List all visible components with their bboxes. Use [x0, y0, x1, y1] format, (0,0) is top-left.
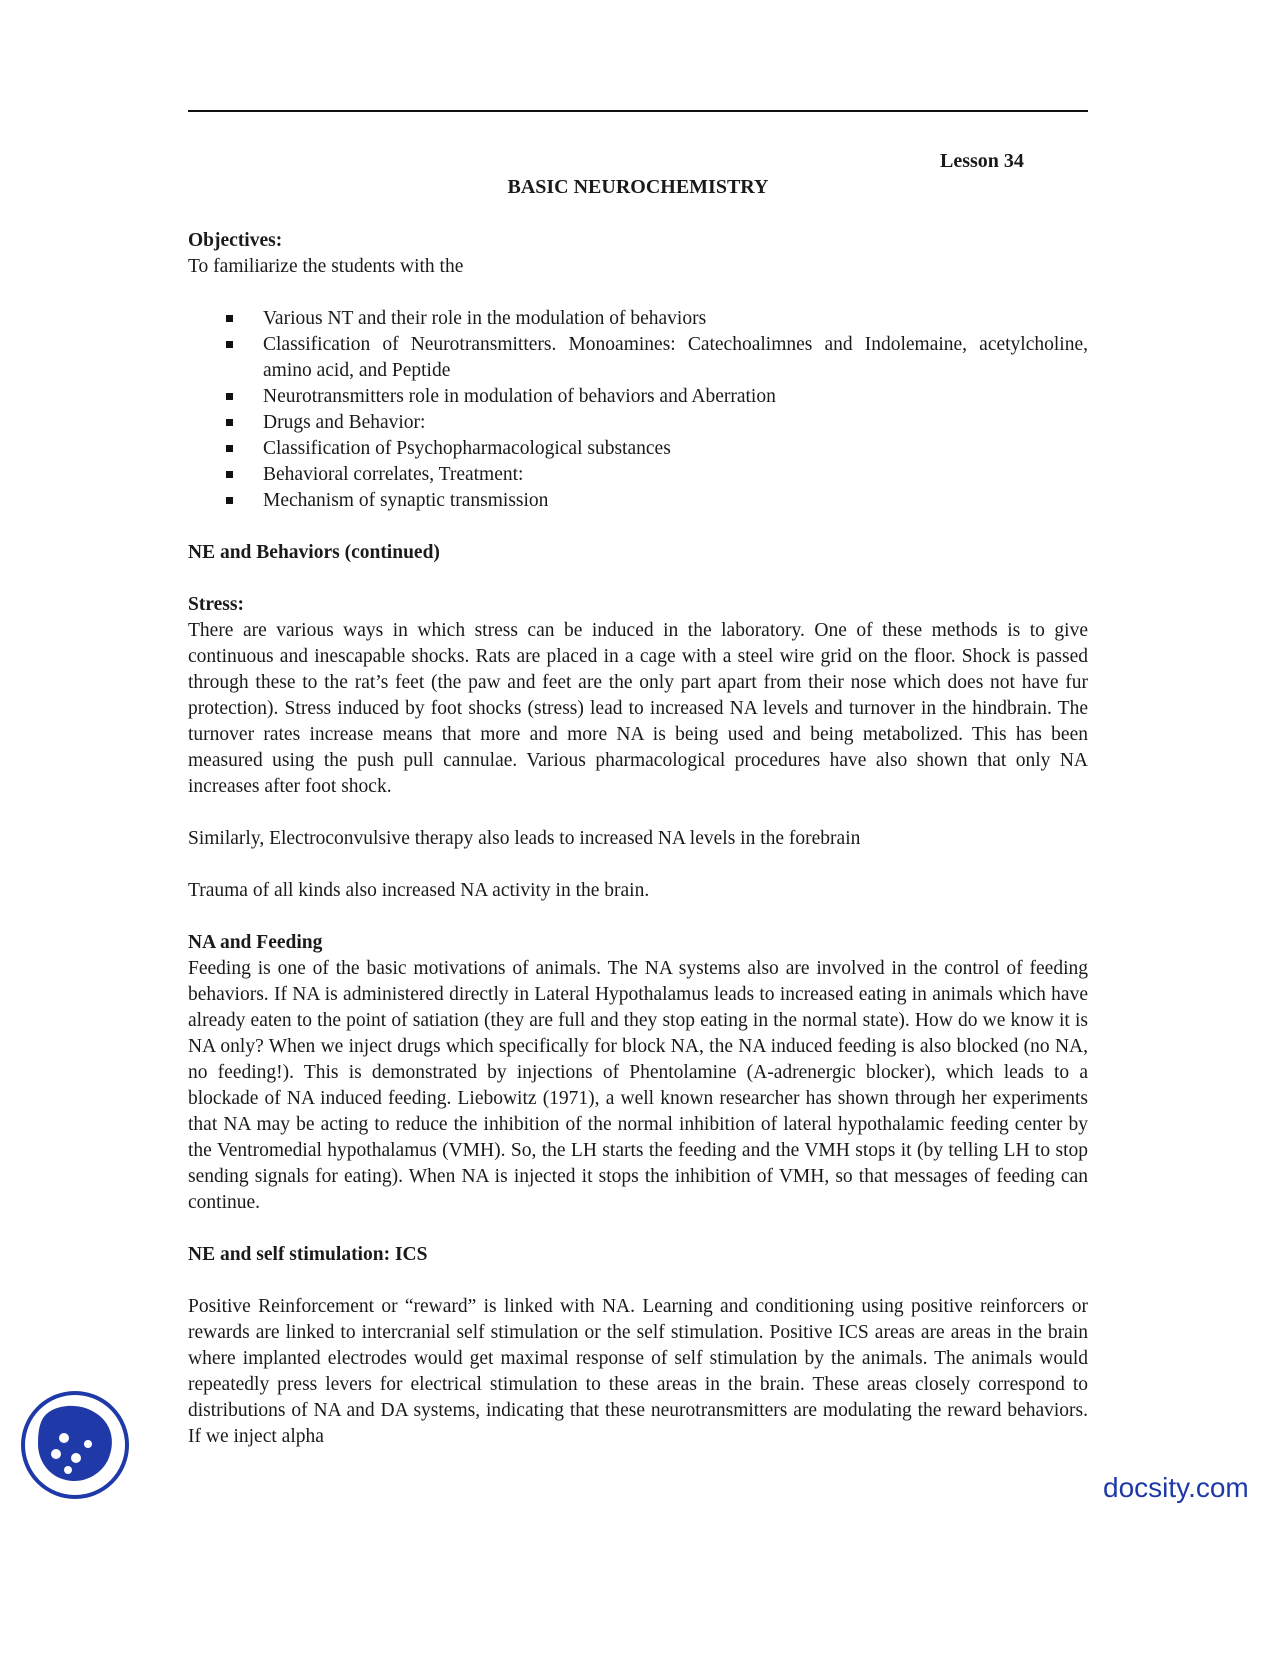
ect-paragraph: Similarly, Electroconvulsive therapy also leads to increased NA levels in the forebrain — [188, 828, 861, 849]
list-item: Classification of Psychopharmacological substances — [188, 436, 1088, 462]
bullet-icon — [226, 471, 233, 478]
bullet-icon — [226, 315, 233, 322]
document-title: BASIC NEUROCHEMISTRY — [507, 176, 769, 198]
list-item: Classification of Neurotransmitters. Monoamines: Catechoalimnes and Indolemaine, acetylcholine, amino acid, and Peptide — [188, 332, 1088, 384]
bullet-icon — [226, 419, 233, 426]
bullet-icon — [226, 341, 233, 348]
objectives-intro: To familiarize the students with the — [188, 256, 464, 277]
trauma-paragraph: Trauma of all kinds also increased NA activity in the brain. — [188, 880, 650, 901]
lesson-number: Lesson 34 — [940, 150, 1024, 172]
objectives-heading: Objectives: — [188, 230, 283, 251]
feeding-heading: NA and Feeding — [188, 932, 323, 953]
ics-paragraph: Positive Reinforcement or “reward” is linked with NA. Learning and conditioning using positive reinforcers or rewards are linked to intercranial self stimulation or the self stimulation. Positive ICS areas are areas in the brain where implanted electrodes would get maximal response of self stimulation by the animals. The animals would repeatedly press levers for electrical stimulation to these areas in the brain. These areas closely correspond to distributions of NA and DA systems, indicating that these neurotransmitters are modulating the reward behaviors. If we inject alpha — [188, 1296, 1088, 1447]
feeding-paragraph: Feeding is one of the basic motivations of animals. The NA systems also are involved in the control of feeding behaviors. If NA is administered directly in Lateral Hypothalamus leads to increased eating in animals which have already eaten to the point of satiation (they are full and they stop eating in the normal state). How do we know it is NA only? When we inject drugs which specifically for block NA, the NA induced feeding is also blocked (no NA, no feeding!). This is demonstrated by injections of Phentolamine (A-adrenergic blocker), which leads to a blockade of NA induced feeding. Liebowitz (1971), a well known researcher has shown through her experiments that NA may be acting to reduce the inhibition of the normal inhibition of lateral hypothalamic feeding center by the Ventromedial hypothalamus (VMH). So, the LH starts the feeding and the VMH stops it (by telling LH to stop sending signals for eating). When NA is injected it stops the inhibition of VMH, so that messages of feeding can continue. — [188, 958, 1088, 1213]
bullet-icon — [226, 445, 233, 452]
top-rule — [188, 110, 1088, 112]
ics-heading: NE and self stimulation: ICS — [188, 1244, 428, 1265]
stress-paragraph: There are various ways in which stress can be induced in the laboratory. One of these methods is to give continuous and inescapable shocks. Rats are placed in a cage with a steel wire grid on the floor. Shock is passed through these to the rat’s feet (the paw and feet are the only part apart from their nose which does not have fur protection). Stress induced by foot shocks (stress) lead to increased NA levels and turnover in the hindbrain. The turnover rates increase means that more and more NA is being used and being metabolized. This has been measured using the push pull cannulae. Various pharmacological procedures have also shown that only NA increases after foot shock. — [188, 620, 1088, 797]
section-heading-ne-behaviors: NE and Behaviors (continued) — [188, 542, 440, 563]
objectives-list — [188, 306, 1088, 514]
list-item: Drugs and Behavior: — [188, 410, 1088, 436]
list-item: Various NT and their role in the modulation of behaviors — [188, 306, 1088, 332]
stress-heading: Stress: — [188, 594, 244, 615]
list-item: Behavioral correlates, Treatment: — [188, 462, 1088, 488]
list-item: Mechanism of synaptic transmission — [188, 488, 1088, 514]
bullet-icon — [226, 393, 233, 400]
list-item: Neurotransmitters role in modulation of behaviors and Aberration — [188, 384, 1088, 410]
bullet-icon — [226, 497, 233, 504]
document-body — [188, 228, 1088, 1450]
docsity-brand-link[interactable]: docsity.com — [1103, 1472, 1249, 1503]
docsity-logo-icon — [20, 1390, 130, 1500]
